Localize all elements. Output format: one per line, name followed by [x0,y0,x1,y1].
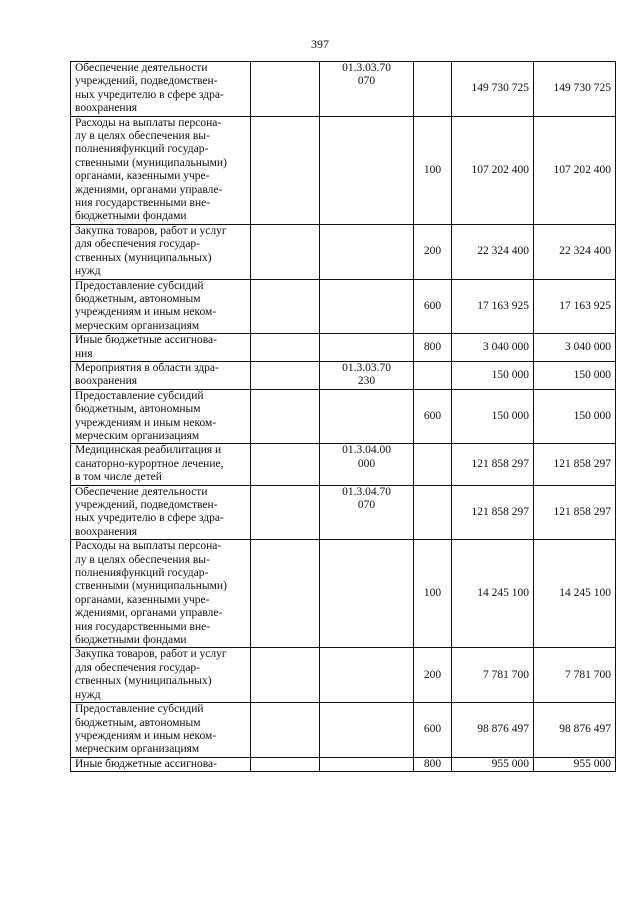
expense-name-line: полненияфункций государ- [75,143,209,156]
target-code-cell [320,361,414,389]
expense-type-cell: 600 [414,389,452,444]
section-cell [251,334,320,362]
amount-cell: 955 000 [452,757,534,771]
amount-cell: 121 858 297 [534,444,616,485]
table-row [71,444,616,485]
target-code-cell [320,757,414,771]
expense-type-cell: 200 [414,224,452,279]
amount-cell: 14 245 100 [534,540,616,648]
expense-name-cell [71,757,251,771]
expense-type-cell: 200 [414,648,452,703]
expense-name-line: Мероприятия в области здра- [75,361,219,374]
amount-cell: 17 163 925 [534,279,616,334]
expense-name-line: органами, казенными учре- [75,593,210,606]
expense-name-cell [71,116,251,224]
expense-type-cell: 800 [414,334,452,362]
expense-name-line: учреждений, подведомствен- [75,75,218,88]
expense-name-line: органами, казенными учре- [75,170,210,183]
expense-name-line: учреждений, подведомствен- [75,499,218,511]
amount-cell: 98 876 497 [534,703,616,758]
target-code-cell [320,703,414,758]
expense-name-line: ждениями, органами управле- [75,183,223,196]
expense-name-line: Предоставление субсидий [75,279,204,292]
amount-cell: 14 245 100 [452,540,534,648]
target-code-line: 230 [357,375,376,388]
section-cell [251,485,320,540]
table-row [71,116,616,224]
expense-name-line: санаторно-курортное лечение, [75,457,224,470]
expense-name-line: Расходы на выплаты персона- [75,540,222,553]
target-code-cell [320,334,414,362]
amount-cell: 150 000 [534,389,616,444]
target-code-line: 01.3.04.70 [342,485,391,498]
target-code-cell [320,224,414,279]
expense-name-line: в том числе детей [75,471,162,484]
table-row [71,485,616,540]
expense-name-line: учреждениям и иным неком- [75,306,217,319]
expense-type-cell [414,444,452,485]
table-row [71,334,616,362]
expense-name-line: бюджетным, автономным [75,716,201,729]
expense-name-line: бюджетным, автономным [75,403,201,416]
table-row [71,389,616,444]
expense-name-line: лу в целях обеспечения вы- [75,130,210,143]
target-code-cell [320,648,414,703]
target-code-line: 01.3.03.70 [342,361,391,374]
amount-cell: 121 858 297 [452,444,534,485]
target-code-line: 01.3.03.70 [342,62,391,74]
expense-name-line: воохранения [75,525,138,538]
expense-name-cell [71,361,251,389]
expense-name-line: мерческим организациям [75,743,200,756]
section-cell [251,389,320,444]
target-code-line: 01.3.04.00 [342,444,391,457]
amount-cell: 149 730 725 [452,62,534,117]
expense-name-line: ния государственными вне- [75,620,211,633]
amount-cell: 150 000 [534,361,616,389]
expense-type-cell: 100 [414,540,452,648]
target-code-line: 070 [357,499,376,511]
amount-cell: 3 040 000 [452,334,534,362]
target-code-cell [320,116,414,224]
table-row [71,361,616,389]
expense-name-line: ния [75,347,93,360]
expense-name-cell [71,334,251,362]
section-cell [251,757,320,771]
section-cell [251,224,320,279]
expense-name-cell [71,389,251,444]
section-cell [251,444,320,485]
expense-name-line: Закупка товаров, работ и услуг [75,648,227,661]
expense-name-line: Медицинская реабилитация и [75,444,222,457]
table-row [71,757,616,771]
expense-name-cell [71,279,251,334]
expense-name-line: мерческим организациям [75,429,200,442]
target-code-cell [320,389,414,444]
expense-type-cell: 600 [414,703,452,758]
target-code-line: 070 [357,75,376,88]
amount-cell: 107 202 400 [534,116,616,224]
section-cell [251,648,320,703]
page-number: 397 [311,37,329,51]
amount-cell: 7 781 700 [452,648,534,703]
target-code-cell [320,540,414,648]
section-cell [251,116,320,224]
expense-name-cell [71,444,251,485]
table-row [71,540,616,648]
amount-cell: 7 781 700 [534,648,616,703]
expense-name-cell [71,485,251,540]
expense-name-line: Иные бюджетные ассигнова- [75,334,217,347]
expense-name-line: для обеспечения государ- [75,661,201,674]
expense-name-line: бюджетными фондами [75,634,187,647]
expense-name-line: Расходы на выплаты персона- [75,116,222,129]
amount-cell: 107 202 400 [452,116,534,224]
table-row [71,279,616,334]
expense-name-line: воохранения [75,102,138,115]
table-row [71,648,616,703]
amount-cell: 150 000 [452,361,534,389]
expense-name-line: Обеспечение деятельности [75,62,208,74]
expense-name-line: полненияфункций государ- [75,567,209,580]
expense-name-line: ственными (муниципальными) [75,580,227,593]
expense-name-cell [71,648,251,703]
expense-name-line: нужд [75,688,101,701]
expense-name-line: лу в целях обеспечения вы- [75,553,210,566]
expense-type-cell: 100 [414,116,452,224]
target-code-cell [320,62,414,117]
table-row [71,224,616,279]
section-cell [251,62,320,117]
expense-name-line: учреждениям и иным неком- [75,416,217,429]
expense-name-line: Обеспечение деятельности [75,485,208,498]
expense-name-line: ждениями, органами управле- [75,607,223,620]
expense-name-line: учреждениям и иным неком- [75,729,217,742]
expense-name-line: ственных (муниципальных) [75,251,212,264]
expense-type-cell [414,361,452,389]
expense-name-line: ных учредителю в сфере здра- [75,88,224,101]
section-cell [251,279,320,334]
amount-cell: 3 040 000 [534,334,616,362]
expense-name-line: Предоставление субсидий [75,703,204,716]
amount-cell: 149 730 725 [534,62,616,117]
expense-name-cell [71,62,251,117]
expense-type-cell [414,62,452,117]
expense-name-line: Закупка товаров, работ и услуг [75,224,227,237]
expense-name-line: воохранения [75,375,138,388]
expense-name-line: нужд [75,265,101,278]
table-row [71,703,616,758]
expense-name-cell [71,540,251,648]
target-code-cell [320,279,414,334]
expense-name-line: бюджетными фондами [75,210,187,223]
expense-type-cell: 800 [414,757,452,771]
section-cell [251,361,320,389]
amount-cell: 22 324 400 [452,224,534,279]
expense-type-cell [414,485,452,540]
expense-name-line: ния государственными вне- [75,197,211,210]
amount-cell: 22 324 400 [534,224,616,279]
expense-name-cell [71,703,251,758]
expense-name-line: Предоставление субсидий [75,389,204,402]
amount-cell: 17 163 925 [452,279,534,334]
amount-cell: 98 876 497 [452,703,534,758]
expense-name-line: ных учредителю в сфере здра- [75,512,224,525]
section-cell [251,703,320,758]
amount-cell: 150 000 [452,389,534,444]
expense-name-cell [71,224,251,279]
expense-name-line: ственных (муниципальных) [75,675,212,688]
budget-table [70,61,616,772]
expense-name-line: бюджетным, автономным [75,292,201,305]
target-code-cell [320,444,414,485]
target-code-line: 000 [357,457,376,470]
table-row [71,62,616,117]
section-cell [251,540,320,648]
amount-cell: 121 858 297 [534,485,616,540]
amount-cell: 955 000 [534,757,616,771]
expense-name-line: ственными (муниципальными) [75,156,227,169]
expense-type-cell: 600 [414,279,452,334]
amount-cell: 121 858 297 [452,485,534,540]
expense-name-line: Иные бюджетные ассигнова- [75,757,217,770]
expense-name-line: для обеспечения государ- [75,238,201,251]
target-code-cell [320,485,414,540]
expense-name-line: мерческим организациям [75,319,200,332]
